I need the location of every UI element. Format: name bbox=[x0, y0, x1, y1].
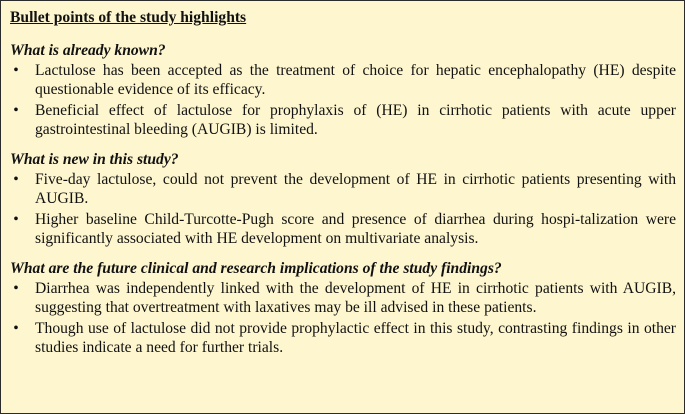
section-future-implications bbox=[10, 259, 676, 357]
list-item bbox=[10, 61, 676, 99]
list-item bbox=[10, 319, 676, 357]
section-already-known bbox=[10, 41, 676, 139]
bullet-list bbox=[10, 61, 676, 139]
bullet-text: Beneficial effect of lactulose for prophylaxis of (HE) in cirrhotic patients with acute upper gastrointestinal bleeding (AUGIB) is limited. bbox=[35, 102, 676, 138]
bullet-icon: • bbox=[13, 62, 19, 79]
section-new-in-study bbox=[10, 150, 676, 248]
bullet-text: Diarrhea was independently linked with the development of HE in cirrhotic patients with AUGIB, suggesting that overtreatment with laxatives may be ill advised in these patients. bbox=[35, 280, 676, 316]
bullet-list bbox=[10, 279, 676, 357]
list-item bbox=[10, 210, 676, 248]
bullet-text: Though use of lactulose did not provide prophylactic effect in this study, contrasting findings in other studies indicate a need for further trials. bbox=[35, 320, 676, 356]
section-heading: What are the future clinical and research implications of the study findings? bbox=[10, 260, 502, 277]
list-item bbox=[10, 101, 676, 139]
list-item bbox=[10, 279, 676, 317]
section-heading: What is already known? bbox=[10, 42, 166, 59]
box-title: Bullet points of the study highlights bbox=[10, 9, 247, 26]
bullet-text: Five-day lactulose, could not prevent the development of HE in cirrhotic patients presenting with AUGIB. bbox=[35, 171, 676, 207]
bullet-icon: • bbox=[13, 280, 19, 297]
bullet-text: Lactulose has been accepted as the treatment of choice for hepatic encephalopathy (HE) despite questionable evidence of its efficacy. bbox=[35, 62, 676, 98]
section-heading: What is new in this study? bbox=[10, 151, 179, 168]
bullet-text: Higher baseline Child-Turcotte-Pugh score and presence of diarrhea during hospi-talization were significantly associated with HE development on multivariate analysis. bbox=[35, 211, 676, 247]
bullet-icon: • bbox=[13, 171, 19, 188]
bullet-icon: • bbox=[13, 211, 19, 228]
list-item bbox=[10, 170, 676, 208]
bullet-icon: • bbox=[13, 320, 19, 337]
bullet-icon: • bbox=[13, 102, 19, 119]
bullet-list bbox=[10, 170, 676, 248]
